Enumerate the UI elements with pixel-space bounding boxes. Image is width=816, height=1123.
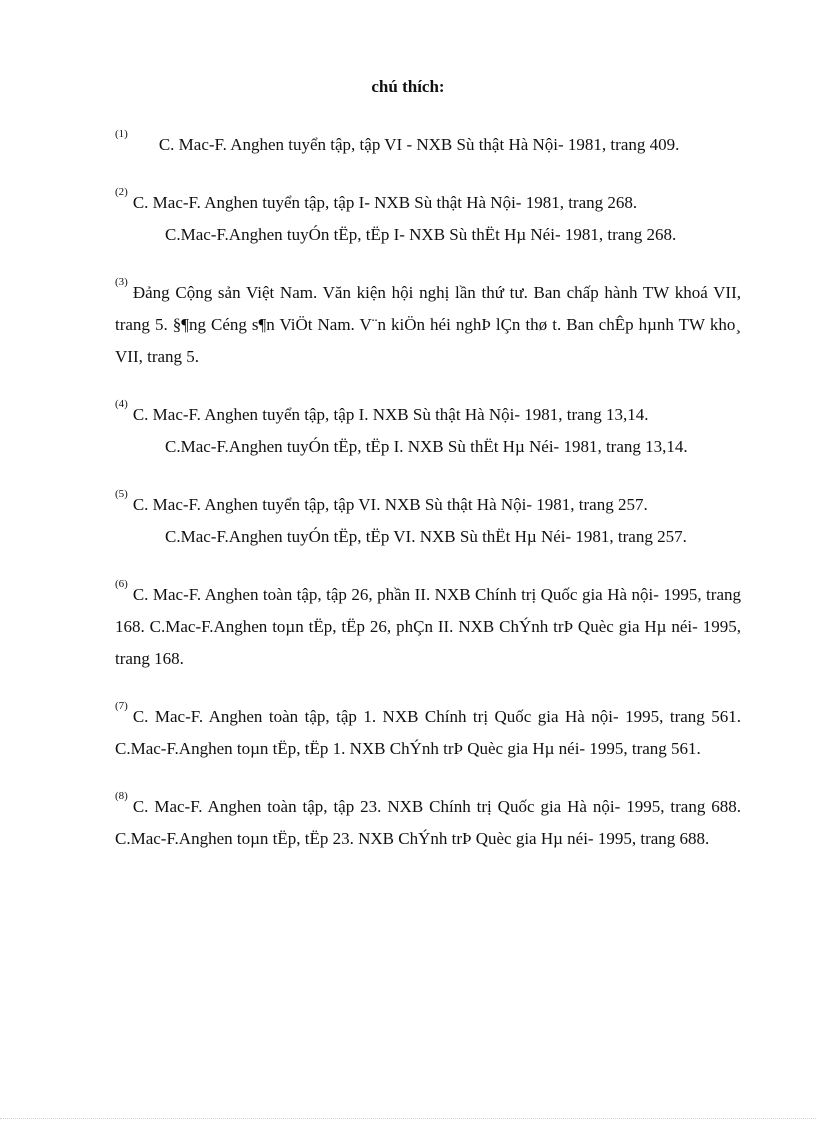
footnote-6 <box>115 579 741 675</box>
footnote-2-line-2: C.Mac-F.Anghen tuyÓn tËp, tËp I- NXB Sù thËt Hµ Néi- 1981, trang 268. <box>165 225 677 244</box>
footnote-6-text: C. Mac-F. Anghen toàn tập, tập 26, phần II. NXB Chính trị Quốc gia Hà nội- 1995, trang 168. C.Mac-F.Anghen toµn tËp, tËp 26, phÇn II. NXB ChÝnh trÞ Quèc gia Hµ néi- 1995, trang 168. <box>115 585 741 668</box>
footnote-2-number: (2) <box>115 186 128 198</box>
footnote-1 <box>115 129 741 161</box>
footnote-7-text: C. Mac-F. Anghen toàn tập, tập 1. NXB Chính trị Quốc gia Hà nội- 1995, trang 561. C.Mac-F.Anghen toµn tËp, tËp 1. NXB ChÝnh trÞ Quèc gia Hµ néi- 1995, trang 561. <box>115 707 741 758</box>
footnote-1-line-1 <box>115 129 741 161</box>
footnote-1-number: (1) <box>115 128 128 140</box>
footnote-3-number: (3) <box>115 276 128 288</box>
footnote-3-line-1 <box>115 277 741 373</box>
footnote-8-number: (8) <box>115 790 128 802</box>
page-title: chú thích: <box>371 77 445 96</box>
footnote-5-text: C. Mac-F. Anghen tuyển tập, tập VI. NXB Sù thật Hà Nội- 1981, trang 257. <box>132 495 648 514</box>
footnote-6-number: (6) <box>115 578 128 590</box>
footnote-4-line-2: C.Mac-F.Anghen tuyÓn tËp, tËp I. NXB Sù thËt Hµ Néi- 1981, trang 13,14. <box>165 437 688 456</box>
footnote-3-text: Đảng Cộng sản Việt Nam. Văn kiện hội nghị lần thứ tư. Ban chấp hành TW khoá VII, trang 5. §¶ng Céng s¶n ViÖt Nam. V¨n kiÖn héi nghÞ lÇn thø t. Ban chÊp hµnh TW kho¸ VII, trang 5. <box>115 283 741 366</box>
footnote-8-text: C. Mac-F. Anghen toàn tập, tập 23. NXB Chính trị Quốc gia Hà nội- 1995, trang 688. C.Mac-F.Anghen toµn tËp, tËp 23. NXB ChÝnh trÞ Quèc gia Hµ néi- 1995, trang 688. <box>115 797 741 848</box>
footnote-1-text: C. Mac-F. Anghen tuyển tập, tập VI - NXB Sù thật Hà Nội- 1981, trang 409. <box>158 135 680 154</box>
footnote-7 <box>115 701 741 765</box>
footnote-4 <box>115 399 741 463</box>
footnote-7-number: (7) <box>115 700 128 712</box>
footnote-8 <box>115 791 741 855</box>
footnote-4-text: C. Mac-F. Anghen tuyển tập, tập I. NXB Sù thật Hà Nội- 1981, trang 13,14. <box>132 405 649 424</box>
footnote-3 <box>115 277 741 373</box>
footnote-8-line-1 <box>115 791 741 855</box>
footnote-4-number: (4) <box>115 398 128 410</box>
footnote-7-line-1 <box>115 701 741 765</box>
footnote-6-line-1 <box>115 579 741 675</box>
footnote-5-line-2: C.Mac-F.Anghen tuyÓn tËp, tËp VI. NXB Sù thËt Hµ Néi- 1981, trang 257. <box>165 527 687 546</box>
footnote-2-line-1 <box>115 187 741 219</box>
footnote-2-text: C. Mac-F. Anghen tuyển tập, tập I- NXB Sù thật Hà Nội- 1981, trang 268. <box>132 193 638 212</box>
page-bottom-divider <box>0 1118 816 1119</box>
footnote-5-line-1 <box>115 489 741 521</box>
footnote-2 <box>115 187 741 251</box>
footnote-list <box>115 129 741 881</box>
footnote-5 <box>115 489 741 553</box>
footnote-5-number: (5) <box>115 488 128 500</box>
footnote-4-line-1 <box>115 399 741 431</box>
